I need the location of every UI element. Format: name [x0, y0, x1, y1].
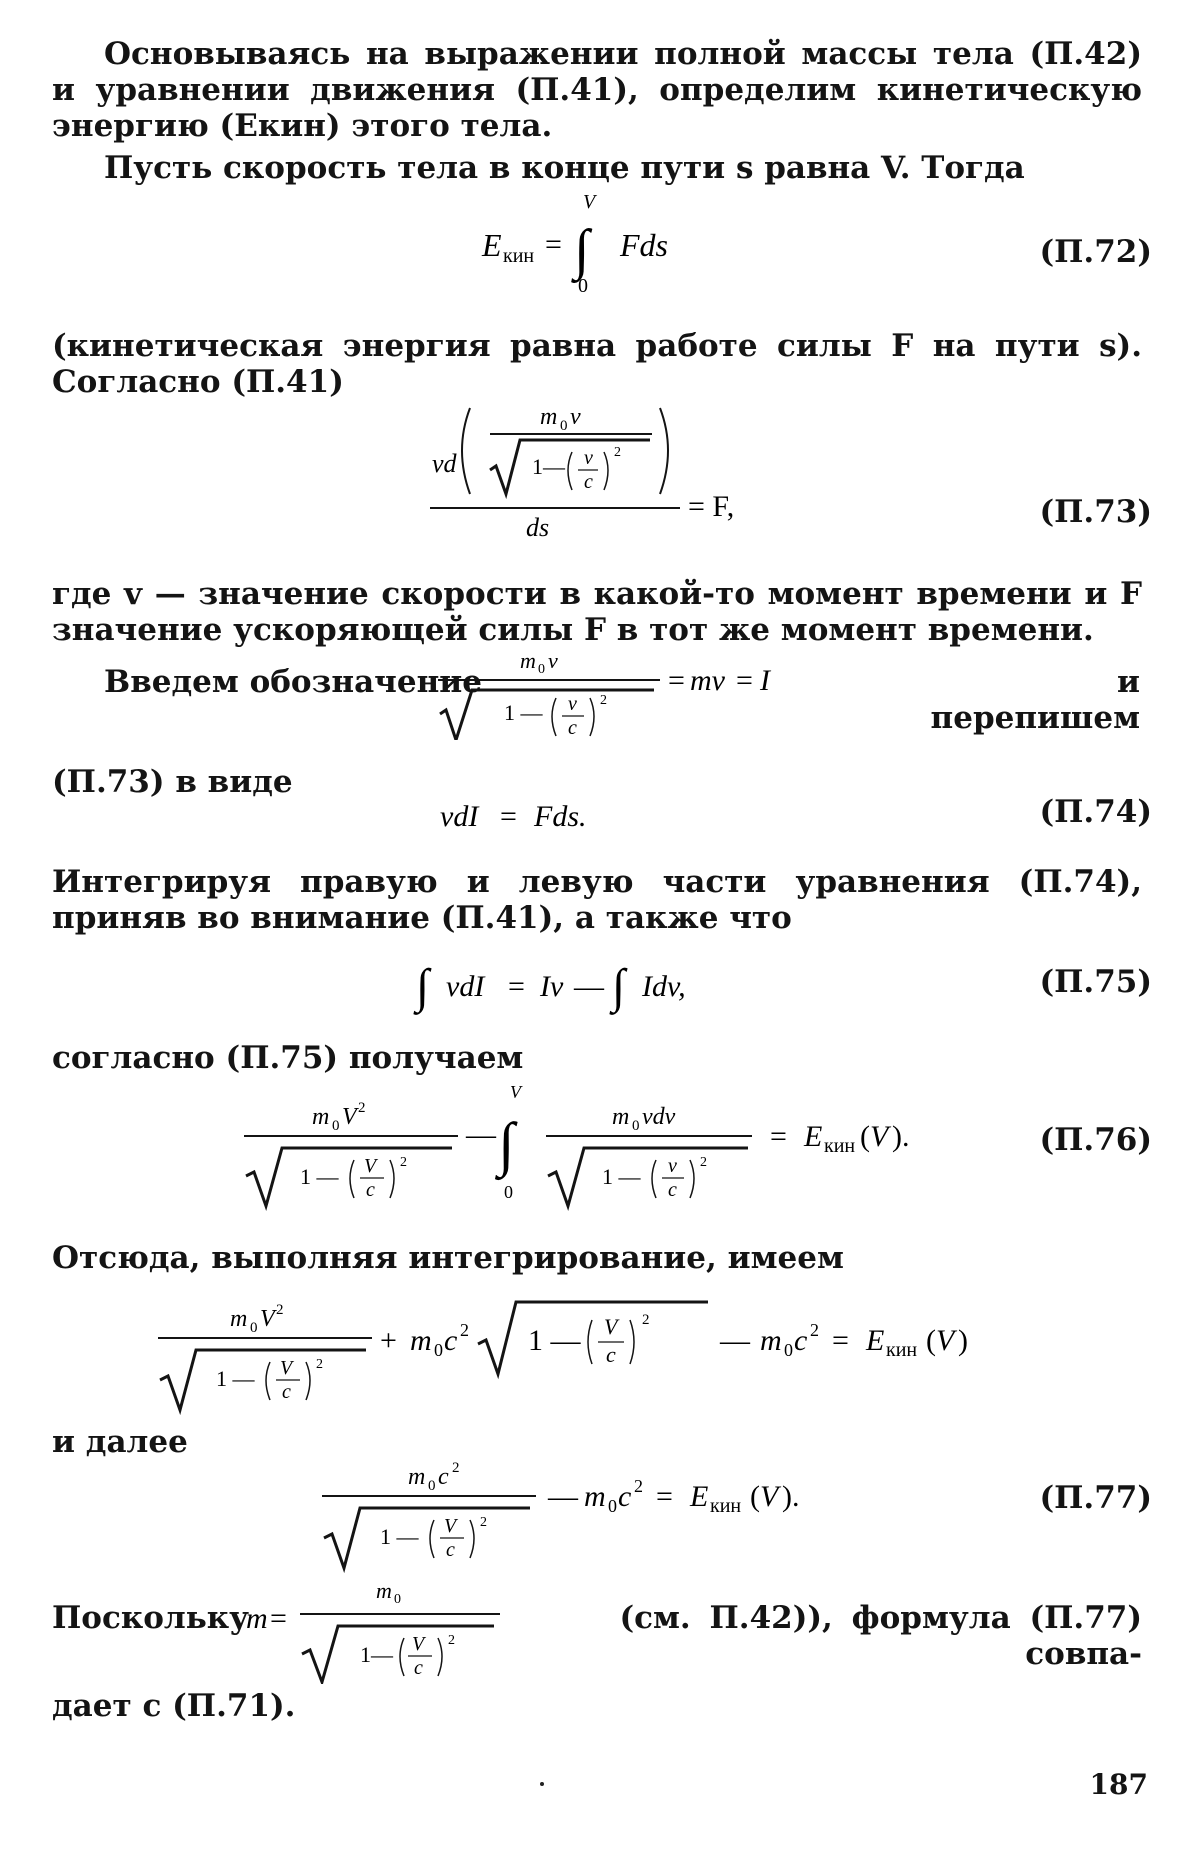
equation-72-formula	[0, 190, 1200, 300]
svg-text:Iv: Iv	[540, 970, 564, 1003]
svg-text:Fds: Fds	[620, 227, 668, 263]
svg-text:0: 0	[784, 1340, 793, 1360]
svg-text:V: V	[936, 1324, 955, 1357]
svg-text:vdI: vdI	[440, 800, 479, 833]
svg-text:0: 0	[394, 1592, 401, 1607]
equation-73	[0, 396, 1200, 546]
svg-text:1 —: 1 —	[216, 1366, 255, 1391]
equation-72-number: (П.72)	[1039, 234, 1152, 270]
svg-text:V: V	[583, 191, 596, 213]
svg-text:m: m	[760, 1324, 782, 1357]
svg-text:c: c	[438, 1464, 449, 1490]
svg-text:c: c	[618, 1480, 632, 1513]
svg-text:V: V	[280, 1357, 293, 1379]
svg-text:2: 2	[400, 1155, 407, 1170]
page-number: 187	[1089, 1768, 1148, 1801]
svg-text:—: —	[466, 1118, 496, 1151]
equation-75	[0, 946, 1200, 1026]
svg-text:2: 2	[600, 693, 607, 708]
svg-text:2: 2	[276, 1302, 284, 1318]
paragraph-7: Интегрируя правую и левую части уравнения (П.74), приняв во внимание (П.41), а также что	[52, 864, 1142, 936]
svg-text:m: m	[376, 1578, 392, 1603]
svg-text:0: 0	[632, 1118, 640, 1134]
paragraph-9: Отсюда, выполняя интегрирование, имеем	[52, 1240, 844, 1276]
svg-text:V: V	[760, 1480, 779, 1513]
svg-text:0: 0	[504, 1182, 513, 1202]
svg-text:2: 2	[358, 1100, 366, 1116]
svg-text:0: 0	[428, 1478, 436, 1494]
svg-text:1—: 1—	[360, 1642, 393, 1667]
svg-text:v: v	[548, 648, 558, 673]
svg-text:V: V	[870, 1120, 889, 1153]
svg-text:v: v	[568, 693, 577, 715]
svg-text:0: 0	[538, 662, 545, 677]
svg-text:).: ).	[892, 1120, 910, 1153]
svg-text:).: ).	[782, 1480, 800, 1513]
svg-text:c: c	[606, 1342, 616, 1367]
svg-text:E: E	[804, 1120, 823, 1153]
svg-text:(: (	[860, 1120, 870, 1153]
svg-text:I: I	[760, 664, 770, 697]
svg-text:E: E	[690, 1480, 709, 1513]
svg-text:1 —: 1 —	[380, 1524, 419, 1549]
svg-text:v: v	[668, 1155, 677, 1177]
svg-text:2: 2	[460, 1320, 469, 1340]
svg-text:m: m	[410, 1324, 432, 1357]
svg-text:c: c	[282, 1381, 291, 1403]
svg-text:2: 2	[642, 1312, 650, 1328]
svg-text:1 —: 1 —	[300, 1164, 339, 1189]
svg-text:Fds.: Fds.	[534, 800, 587, 833]
svg-text:2: 2	[452, 1460, 460, 1476]
svg-text:(: (	[926, 1324, 936, 1357]
equation-77-number: (П.77)	[1039, 1480, 1152, 1516]
svg-text:v: v	[570, 404, 581, 430]
svg-text:=: =	[736, 664, 753, 697]
equation-74-number: (П.74)	[1039, 794, 1152, 830]
equation-75-number: (П.75)	[1039, 964, 1152, 1000]
svg-text:—: —	[574, 970, 604, 1003]
stray-dot	[540, 1782, 544, 1786]
svg-text:=: =	[500, 800, 517, 833]
equation-74-formula	[0, 790, 1200, 840]
equation-76	[0, 1080, 1200, 1220]
svg-text:2: 2	[614, 445, 621, 460]
svg-text:Idv,: Idv,	[642, 970, 686, 1003]
svg-text:1 —: 1 —	[504, 700, 543, 725]
svg-text:c: c	[446, 1539, 455, 1561]
svg-text:0: 0	[250, 1320, 258, 1336]
equation-76-number: (П.76)	[1039, 1122, 1152, 1158]
svg-text:=: =	[270, 1602, 287, 1635]
svg-text:1 —: 1 —	[602, 1164, 641, 1189]
svg-text:2: 2	[316, 1357, 323, 1372]
svg-text:2: 2	[634, 1476, 643, 1496]
svg-text:0: 0	[578, 275, 588, 297]
paragraph-11-start: Поскольку	[52, 1600, 250, 1636]
svg-text:2: 2	[448, 1633, 455, 1648]
equation-intermediate-formula	[0, 1290, 1200, 1420]
svg-text:=: =	[832, 1324, 849, 1357]
svg-text:=: =	[545, 228, 562, 261]
svg-text:—: —	[720, 1324, 750, 1357]
svg-text:m: m	[312, 1104, 330, 1130]
svg-text:m: m	[246, 1602, 268, 1635]
svg-text:+: +	[380, 1324, 397, 1357]
svg-text:c: c	[668, 1179, 677, 1201]
svg-text:V: V	[604, 1314, 618, 1339]
svg-text:V: V	[364, 1155, 377, 1177]
svg-text:=: =	[668, 664, 685, 697]
svg-text:vd: vd	[432, 449, 457, 478]
svg-text:m: m	[408, 1464, 426, 1490]
svg-text:2: 2	[810, 1320, 819, 1340]
equation-73-formula	[0, 396, 1200, 546]
svg-text:0: 0	[608, 1496, 617, 1516]
svg-text:= F,: = F,	[688, 490, 735, 523]
svg-text:2: 2	[700, 1155, 707, 1170]
svg-text:—: —	[548, 1480, 578, 1513]
svg-text:c: c	[444, 1324, 458, 1357]
paragraph-5-end: и перепишем	[930, 664, 1140, 736]
paragraph-1: Основываясь на выражении полной массы тела (П.42) и уравнении движения (П.41), определим кинетическую энергию (Eкин) этого тела.	[52, 36, 1142, 144]
equation-76-formula	[0, 1080, 1200, 1220]
svg-text:m: m	[540, 404, 558, 430]
svg-text:E: E	[866, 1324, 885, 1357]
svg-text:кин: кин	[824, 1135, 856, 1157]
svg-text:m: m	[612, 1104, 630, 1130]
svg-text:∫: ∫	[612, 960, 626, 1013]
equation-73-number: (П.73)	[1039, 494, 1152, 530]
paragraph-10: и далее	[52, 1424, 188, 1460]
svg-text:m: m	[230, 1306, 248, 1332]
svg-text:=: =	[508, 970, 525, 1003]
svg-text:∫: ∫	[416, 960, 430, 1013]
svg-text:1 —: 1 —	[528, 1324, 581, 1357]
svg-text:E: E	[482, 227, 502, 263]
equation-77	[0, 1448, 1200, 1578]
svg-text:mv: mv	[690, 664, 725, 697]
svg-text:∫: ∫	[498, 1111, 515, 1177]
svg-text:=: =	[770, 1120, 787, 1153]
equation-72	[0, 190, 1200, 300]
paragraph-8: согласно (П.75) получаем	[52, 1040, 524, 1076]
svg-text:V: V	[342, 1104, 357, 1130]
svg-text:): )	[958, 1324, 968, 1357]
paragraph-2: Пусть скорость тела в конце пути s равна V. Тогда	[104, 150, 1025, 186]
svg-text:кин: кин	[886, 1339, 918, 1361]
svg-text:V: V	[510, 1082, 521, 1102]
svg-text:=: =	[656, 1480, 673, 1513]
svg-text:2: 2	[480, 1515, 487, 1530]
paragraph-12: дает с (П.71).	[52, 1688, 296, 1724]
svg-text:c: c	[794, 1324, 808, 1357]
svg-text:m: m	[520, 648, 536, 673]
svg-text:c: c	[568, 717, 577, 739]
equation-75-formula	[0, 946, 1200, 1026]
svg-text:ds: ds	[526, 513, 550, 542]
paragraph-4: где v — значение скорости в какой-то момент времени и F значение ускоряющей силы F в тот же момент времени.	[52, 576, 1142, 648]
svg-text:c: c	[366, 1179, 375, 1201]
svg-text:c: c	[414, 1657, 423, 1679]
paragraph-3: (кинетическая энергия равна работе силы F на пути s). Согласно (П.41)	[52, 328, 1142, 400]
svg-text:c: c	[584, 471, 593, 493]
svg-text:V: V	[444, 1515, 457, 1537]
svg-text:m: m	[584, 1480, 606, 1513]
svg-text:v: v	[584, 447, 593, 469]
svg-text:кин: кин	[503, 245, 535, 267]
svg-text:V: V	[412, 1633, 425, 1655]
equation-74	[0, 790, 1200, 840]
svg-text:0: 0	[560, 418, 568, 434]
equation-intermediate	[0, 1290, 1200, 1420]
paragraph-11-end: (см. П.42)), формула (П.77) совпа-	[619, 1600, 1142, 1672]
svg-text:кин: кин	[710, 1495, 742, 1517]
svg-text:(: (	[750, 1480, 760, 1513]
svg-text:0: 0	[434, 1340, 443, 1360]
paragraph-6: (П.73) в виде	[52, 764, 293, 800]
paragraph-5-start: Введем обозначение	[104, 664, 482, 700]
svg-text:vdI: vdI	[446, 970, 485, 1003]
svg-text:∫: ∫	[574, 219, 590, 281]
equation-77-formula	[0, 1448, 1200, 1578]
svg-text:vdv: vdv	[642, 1104, 676, 1130]
svg-text:1—: 1—	[532, 454, 565, 479]
svg-text:0: 0	[332, 1118, 340, 1134]
svg-text:V: V	[260, 1306, 275, 1332]
